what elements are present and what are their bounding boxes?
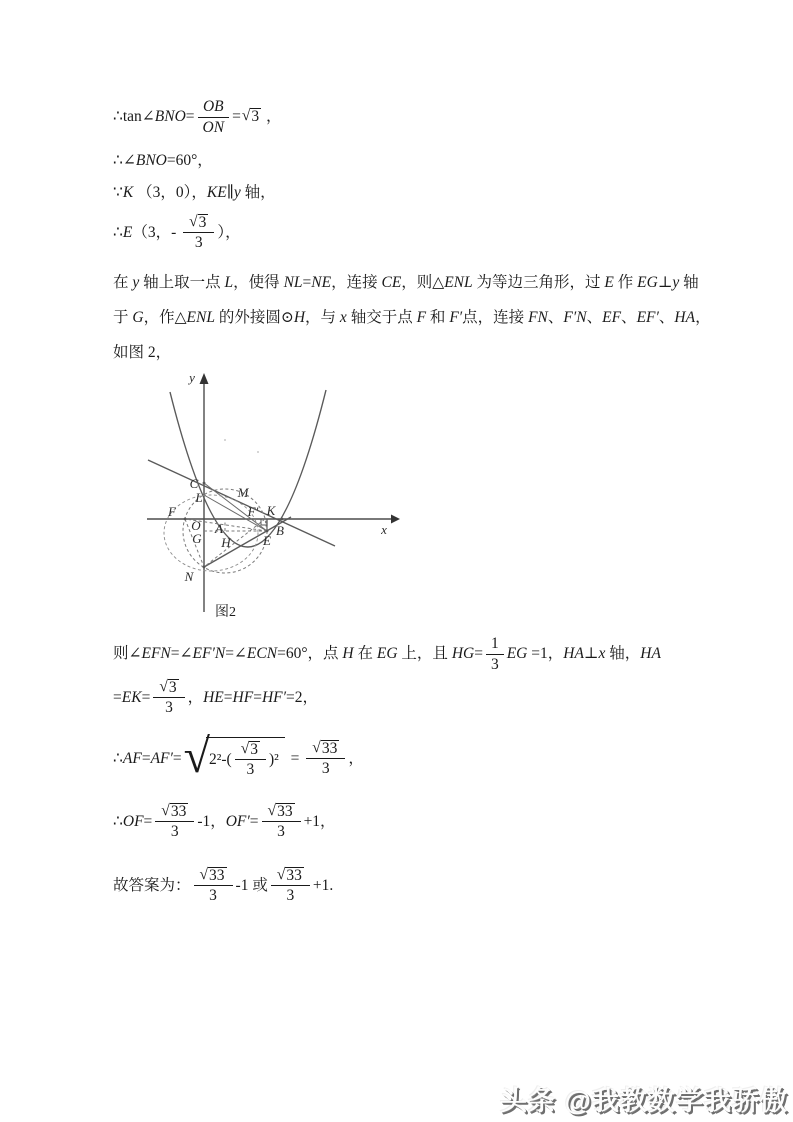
point-label-fprime: F′	[247, 504, 259, 519]
figure-caption: 图2	[215, 605, 236, 620]
point-dot-f	[184, 518, 187, 521]
radical: √ 3	[189, 212, 207, 231]
point-label-a: A	[215, 521, 223, 536]
formula-point-e: ∴ E （3，- √ 3 3 ），	[113, 212, 241, 252]
point-label-c: C	[189, 476, 199, 491]
fraction: $\frac{1}{3}$	[486, 635, 504, 674]
point-label-k: K	[266, 503, 276, 518]
formula-tan-bno: ∴tan∠ BNO = $\frac{OB}{ON}$ = √ 3 ，	[113, 97, 282, 136]
fraction: √ 33 3	[306, 740, 345, 778]
formula-of: ∴ OF = √ 33 3 -1， OF′ = √ 33 3 +1，	[113, 801, 336, 841]
x-axis-arrow-icon	[391, 515, 400, 524]
point-dot-c	[203, 482, 206, 485]
scan-speck	[224, 439, 226, 441]
radical: √ 2²-( √ 3 3 )²	[184, 737, 285, 781]
radical: √ 3	[241, 107, 260, 126]
radical: √ 33	[267, 801, 293, 820]
axis-label-x: x	[381, 522, 387, 537]
radical: √ 3	[240, 739, 258, 758]
segment-fpn-dashed	[204, 519, 265, 567]
fraction: √ 3 3	[235, 741, 266, 779]
formula-angle-bno: ∴∠ BNO =60°，	[113, 151, 213, 169]
paragraph-line-1: 在 y 轴上取一点 L ，使得 NL = NE ，连接 CE ，则△ ENL 为等边三角形，过 E 作 EG ⊥ y 轴	[113, 273, 699, 291]
paragraph-line-2: 于 G ，作△ ENL 的外接圆⊙ H ，与 x 轴交于点 F 和 F′ 点，连接 FN 、 F′N 、 EF 、 EF′ 、 HA ，	[113, 308, 711, 326]
fraction: √ 3 3	[153, 679, 184, 717]
formula-ek: = EK = √ 3 3 ， HE = HF = HF′ =2，	[113, 677, 318, 717]
construction-circle	[164, 495, 258, 571]
fraction: √ 3 3	[183, 214, 214, 252]
radical: √ 33	[161, 801, 187, 820]
point-label-g: G	[192, 531, 202, 546]
axis-label-y: y	[189, 370, 195, 385]
point-label-f: F	[168, 504, 176, 519]
point-label-n: N	[184, 569, 194, 584]
y-axis-arrow-icon	[200, 373, 209, 384]
point-label-o: O	[191, 518, 201, 533]
formula-point-k: ∵ K （3，0）， KE ∥ y 轴，	[113, 183, 276, 201]
point-label-b: B	[276, 523, 284, 538]
fraction: √ 33 3	[155, 803, 194, 841]
fraction: √ 33 3	[271, 867, 310, 905]
formula-then-angles: 则∠ EFN =∠ EF′N =∠ ECN =60°，点 H 在 EG 上，且 HG = $\frac{1}{3}$ EG =1， HA ⊥ x 轴， HA	[113, 634, 661, 673]
radical: √ 33	[199, 865, 225, 884]
radical: √ 3	[159, 677, 177, 696]
point-dot-e	[266, 530, 269, 533]
watermark: 头条 @我教数学我骄傲	[500, 1086, 788, 1116]
line-cb	[148, 460, 335, 546]
point-dot-b	[281, 518, 284, 521]
formula-af: ∴ AF = AF′ = √ 2²-( √ 3 3 )² = √ 33 3 ，	[113, 729, 364, 783]
radical: √ 33	[312, 738, 338, 757]
scan-speck	[257, 451, 259, 453]
fraction: √ 33 3	[194, 867, 233, 905]
point-dot-n	[203, 566, 206, 569]
point-label-h: H	[221, 535, 231, 550]
formula-answer: 故答案为： √ 33 3 -1 或 √ 33 3 +1.	[113, 865, 334, 905]
point-label-m: M	[237, 485, 249, 500]
fraction: $\frac{OB}{ON}$	[198, 98, 230, 137]
point-label-l: L	[195, 490, 203, 505]
figure-2	[145, 368, 405, 620]
radical: √ 33	[276, 865, 302, 884]
point-label-e: E	[263, 533, 271, 548]
paragraph-line-3: 如图 2，	[113, 343, 172, 361]
fraction: √ 33 3	[262, 803, 301, 841]
